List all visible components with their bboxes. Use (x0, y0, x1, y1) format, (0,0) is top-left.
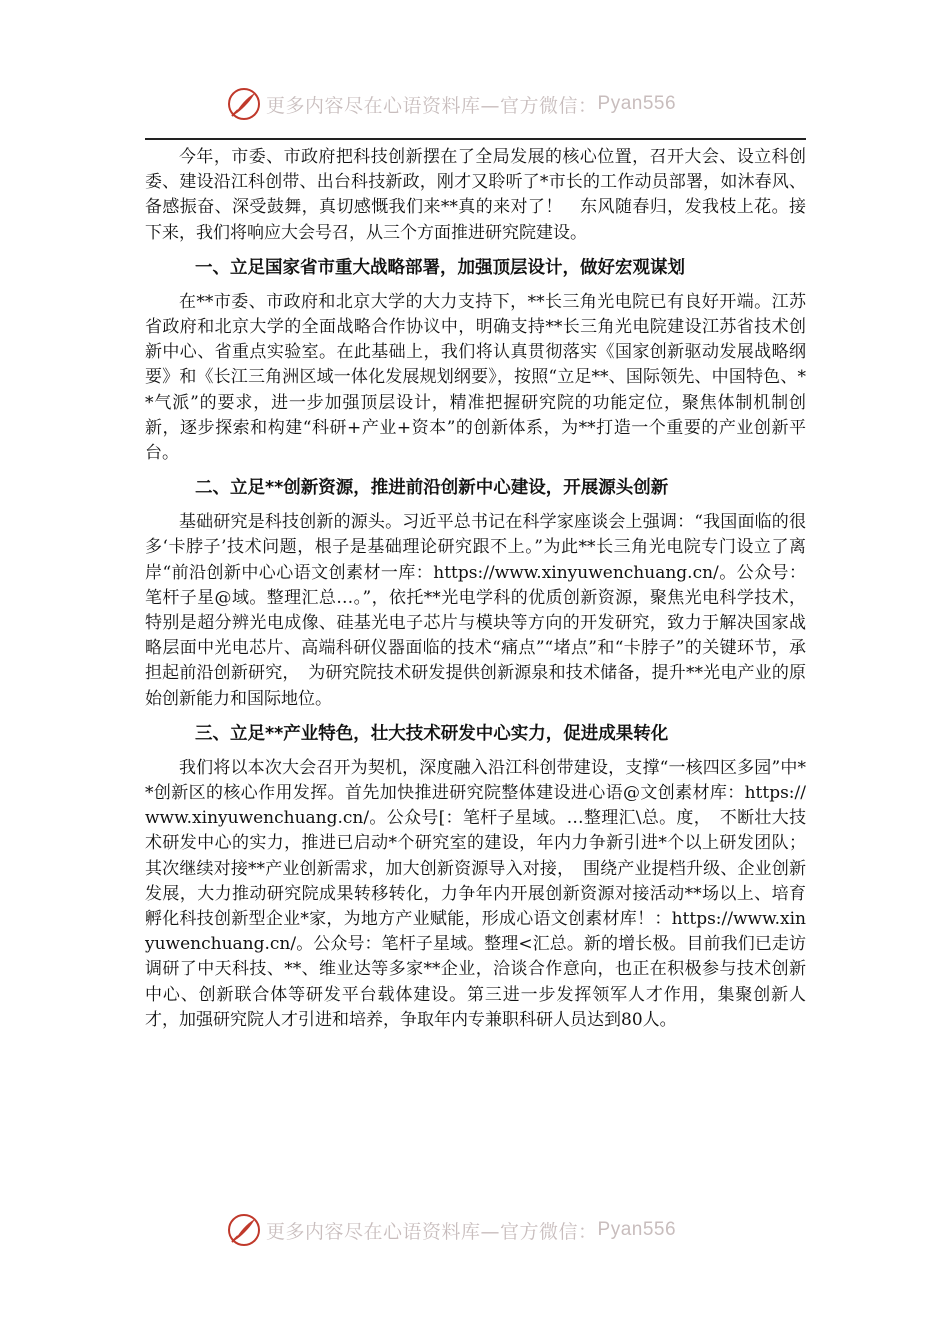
quill-logo-icon (226, 86, 262, 122)
header-divider (145, 138, 806, 140)
banner-wechat-id: Pyan556 (597, 1219, 677, 1240)
section-heading-3: 三、立足**产业特色，壮大技术研发中心实力，促进成果转化 (195, 723, 669, 744)
section-heading-2: 二、立足**创新资源，推进前沿创新中心建设，开展源头创新 (195, 478, 669, 499)
banner-text: 更多内容尽在心语资料库—官方微信： (266, 1220, 598, 1243)
header-banner (226, 82, 746, 126)
intro-paragraph: 今年，市委、市政府把科技创新摆在了全局发展的核心位置，召开大会、设立科创委、建设沿江科创带、出台科技新政，刚才又聆听了*市长的工作动员部署，如沐春风、备感振奋、深受鼓舞，真切感慨我们来**真的来对了！ 东风随春归，发我枝上花。接下来，我们将响应大会号召，从三个方面推进研究院建设。 (145, 147, 806, 243)
banner-wechat-id: Pyan556 (597, 93, 677, 114)
section-paragraph-1: 在**市委、市政府和北京大学的大力支持下，**长三角光电院已有良好开端。江苏省政府和北京大学的全面战略合作协议中，明确支持**长三角光电院建设江苏省技术创新中心、省重点实验室。在此基础上，我们将认真贯彻落实《国家创新驱动发展战略纲要》和《长江三角洲区域一体化发展规划纲要》，按照“立足**、国际领先、中国特色、**气派”的要求，进一步加强顶层设计，精准把握研究院的功能定位，聚焦体制机制创新，逐步探索和构建“科研+产业+资本”的创新体系，为**打造一个重要的产业创新平台。 (145, 291, 806, 464)
banner-text: 更多内容尽在心语资料库—官方微信： (266, 94, 598, 117)
section-paragraph-2: 基础研究是科技创新的源头。习近平总书记在科学家座谈会上强调：“我国面临的很多‘卡脖子’技术问题，根子是基础理论研究跟不上。”为此**长三角光电院专门设立了离岸“前沿创新中心心语文创素材一库：https://www.xinyuwenchuang.cn/。公众号：笔杆子星@域。整理汇总…。”，依托**光电学科的优质创新资源，聚焦光电科学技术，特别是超分辨光电成像、硅基光电子芯片与模块等方向的开发研究，致力于解决国家战略层面中光电芯片、高端科研仪器面临的技术“痛点”“堵点”和“卡脖子”的关键环节，承担起前沿创新研究， 为研究院技术研发提供创新源泉和技术储备，提升**光电产业的原始创新能力和国际地位。 (145, 512, 806, 709)
quill-logo-icon (226, 1212, 262, 1248)
section-paragraph-3: 我们将以本次大会召开为契机，深度融入沿江科创带建设，支撑“一核四区多园”中**创新区的核心作用发挥。首先加快推进研究院整体建设进心语@文创素材库：https://www.xinyuwenchuang.cn/。公众号[：笔杆子星域。…整理汇\总。度， 不断壮大技术研发中心的实力，推进已启动*个研究室的建设，年内力争新引进*个以上研发团队；其次继续对接**产业创新需求，加大创新资源导入对接， 围绕产业提档升级、企业创新发展，大力推动研究院成果转移转化，力争年内开展创新资源对接活动**场以上、培育孵化科技创新型企业*家，为地方产业赋能，形成心语文创素材库！：https://www.xinyuwenchuang.cn/。公众号：笔杆子星域。整理<汇总。新的增长极。目前我们已走访调研了中天科技、**、维业达等多家**企业，洽谈合作意向，也正在积极参与技术创新中心、创新联合体等研发平台载体建设。第三进一步发挥领军人才作用，集聚创新人才，加强研究院人才引进和培养，争取年内专兼职科研人员达到80人。 (145, 757, 806, 1030)
section-heading-1: 一、立足国家省市重大战略部署，加强顶层设计，做好宏观谋划 (195, 257, 685, 278)
footer-banner (226, 1208, 746, 1252)
document-body (145, 145, 806, 1033)
